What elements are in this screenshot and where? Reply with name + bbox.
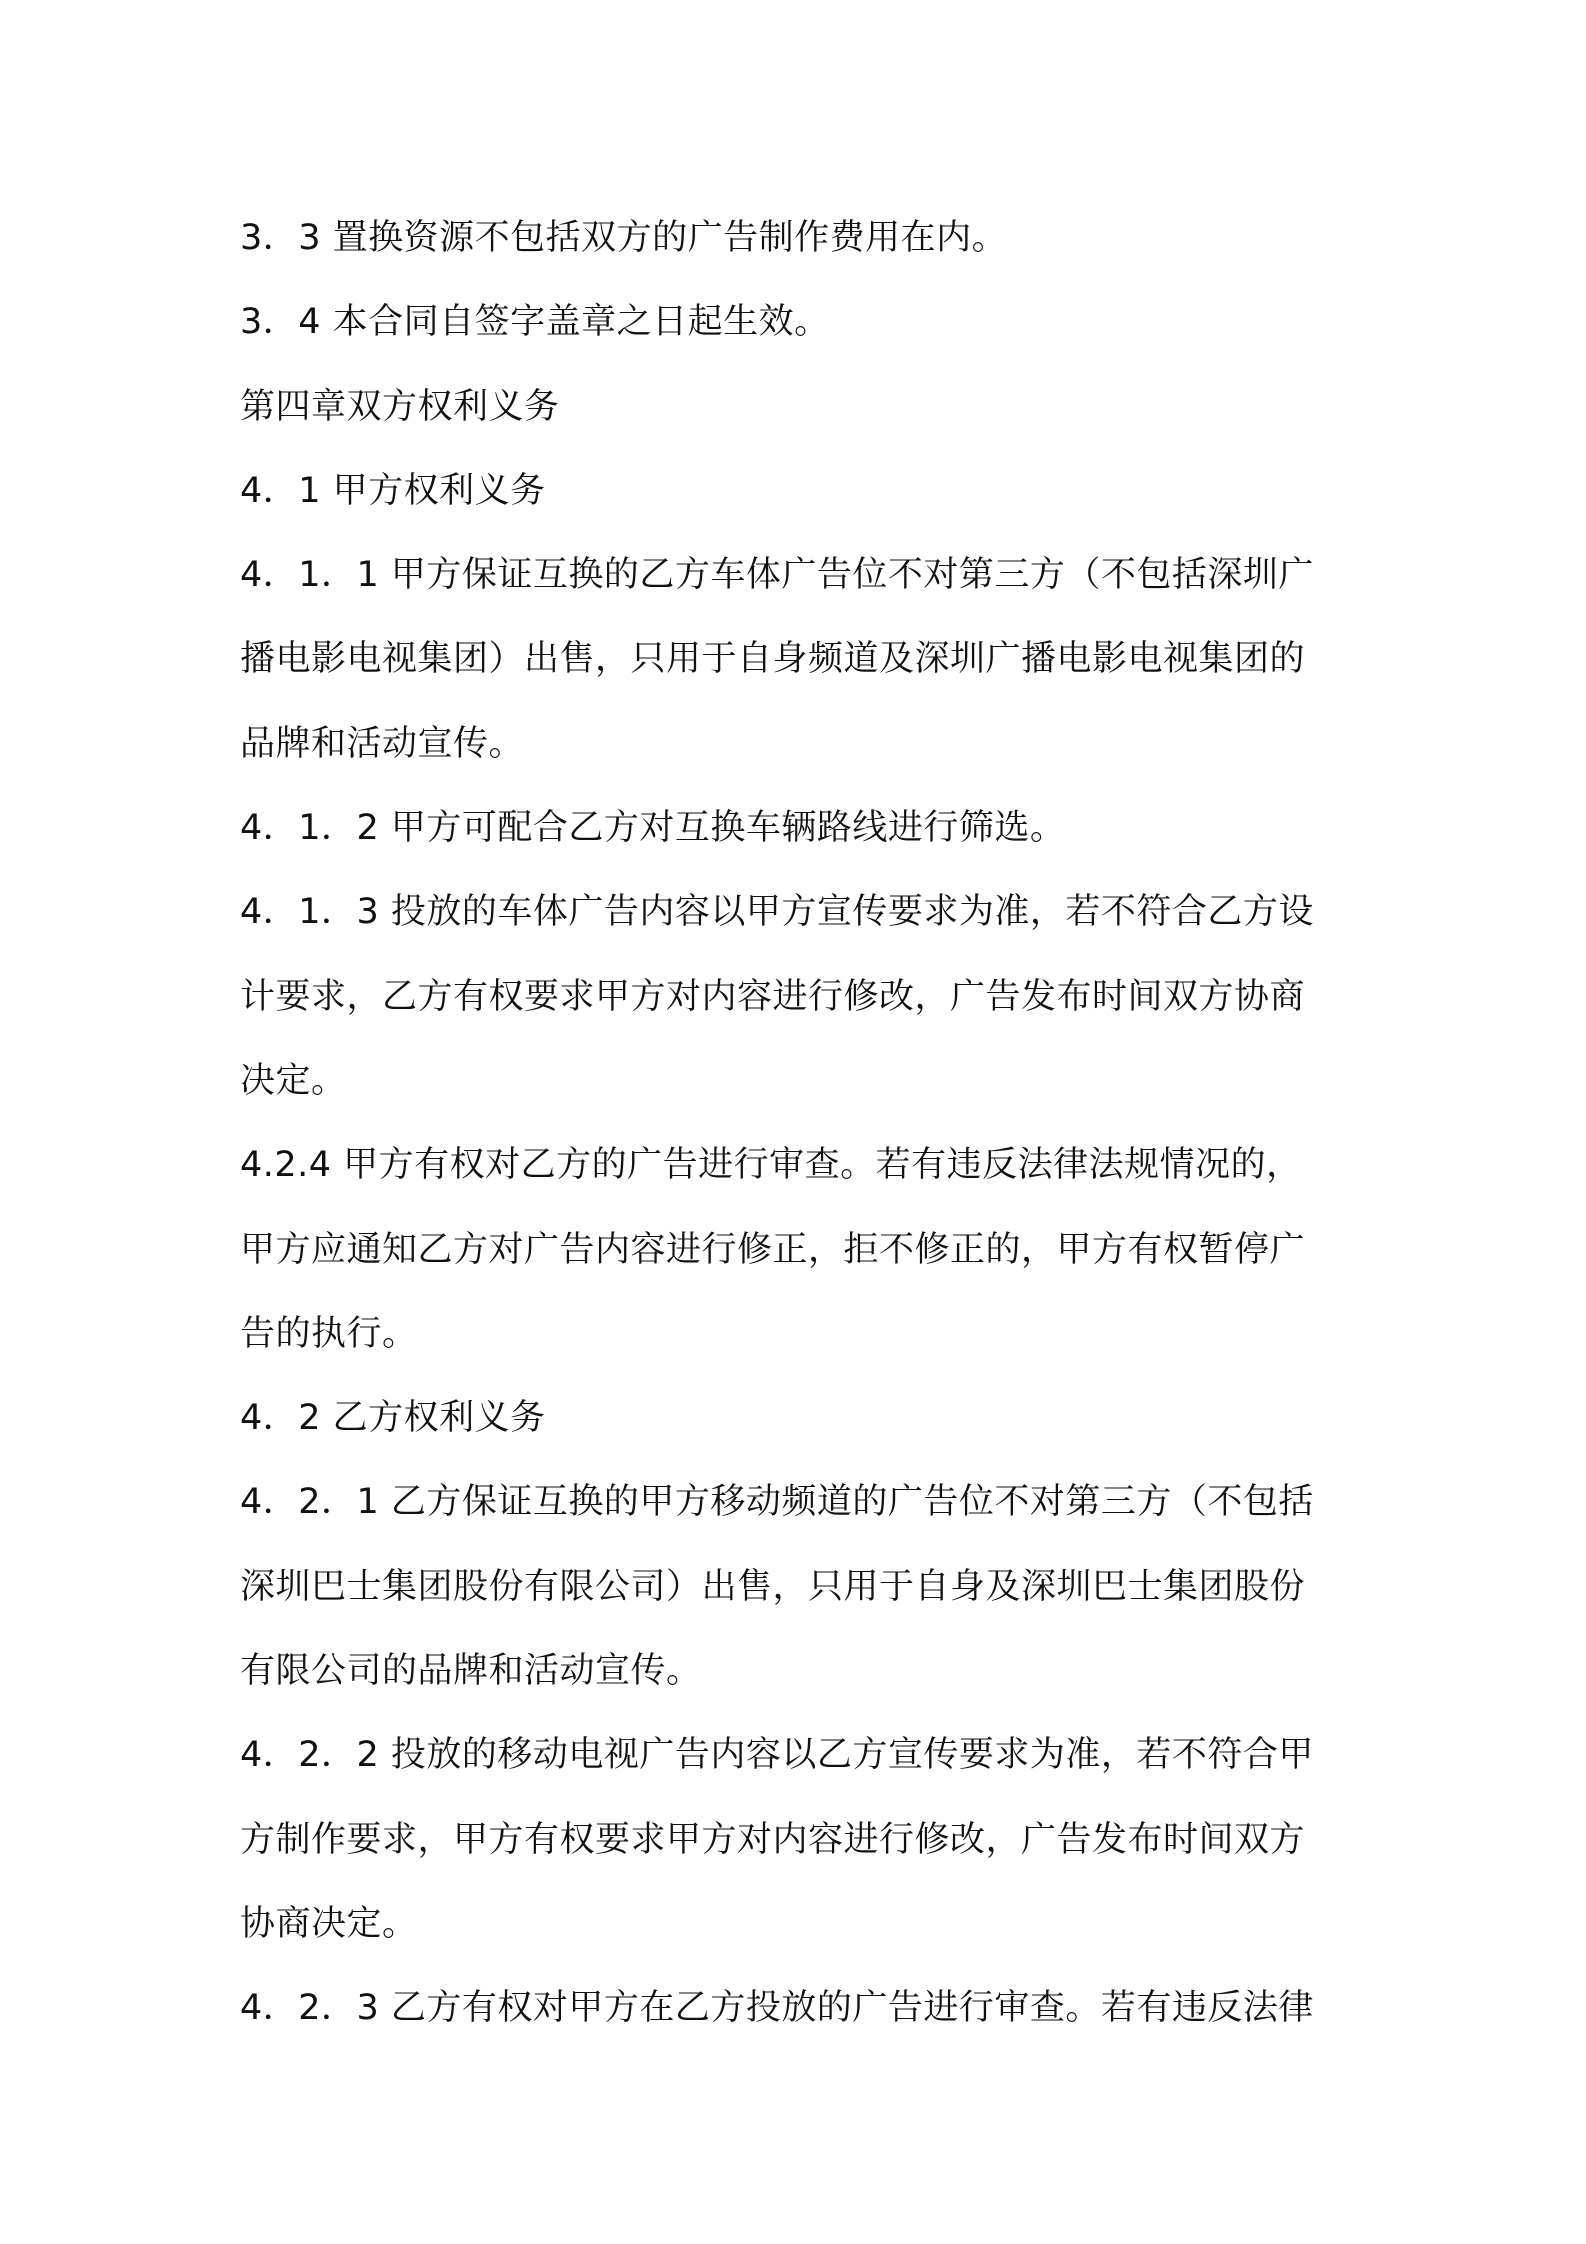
text-line: 深圳巴士集团股份有限公司）出售，只用于自身及深圳巴士集团股份 [240,1566,1306,1607]
text-line: 3．4 本合同自签字盖章之日起生效。 [240,302,830,343]
text-line: 有限公司的品牌和活动宣传。 [240,1651,702,1692]
text-line: 4．1．1 甲方保证互换的乙方车体广告位不对第三方（不包括深圳广 [240,555,1314,596]
text-line: 4．2．2 投放的移动电视广告内容以乙方宣传要求为准，若不符合甲 [240,1735,1314,1776]
text-line: 甲方应通知乙方对广告内容进行修正，拒不修正的，甲方有权暂停广 [240,1229,1306,1270]
text-line: 决定。 [240,1060,347,1101]
text-line: 4．2．1 乙方保证互换的甲方移动频道的广告位不对第三方（不包括 [240,1482,1314,1523]
text-line: 播电影电视集团）出售，只用于自身频道及深圳广播电影电视集团的 [240,639,1306,680]
section-heading: 4．2 乙方权利义务 [240,1398,546,1439]
text-line: 协商决定。 [240,1903,418,1944]
text-line: 4．1．2 甲方可配合乙方对互换车辆路线进行筛选。 [240,808,1066,849]
text-line: 告的执行。 [240,1313,418,1354]
text-line: 方制作要求，甲方有权要求甲方对内容进行修改，广告发布时间双方 [240,1819,1306,1860]
text-line: 计要求，乙方有权要求甲方对内容进行修改，广告发布时间双方协商 [240,976,1306,1017]
text-line: 4．2．3 乙方有权对甲方在乙方投放的广告进行审查。若有违反法律 [240,1988,1314,2029]
section-heading: 4．1 甲方权利义务 [240,470,546,511]
text-line: 4.2.4 甲方有权对乙方的广告进行审查。若有违反法律法规情况的， [240,1145,1302,1186]
text-line: 品牌和活动宣传。 [240,723,525,764]
document-body [240,196,1380,2051]
text-line: 3．3 置换资源不包括双方的广告制作费用在内。 [240,218,1008,258]
text-line: 4．1．3 投放的车体广告内容以甲方宣传要求为准，若不符合乙方设 [240,892,1314,933]
chapter-heading: 第四章双方权利义务 [240,386,560,427]
